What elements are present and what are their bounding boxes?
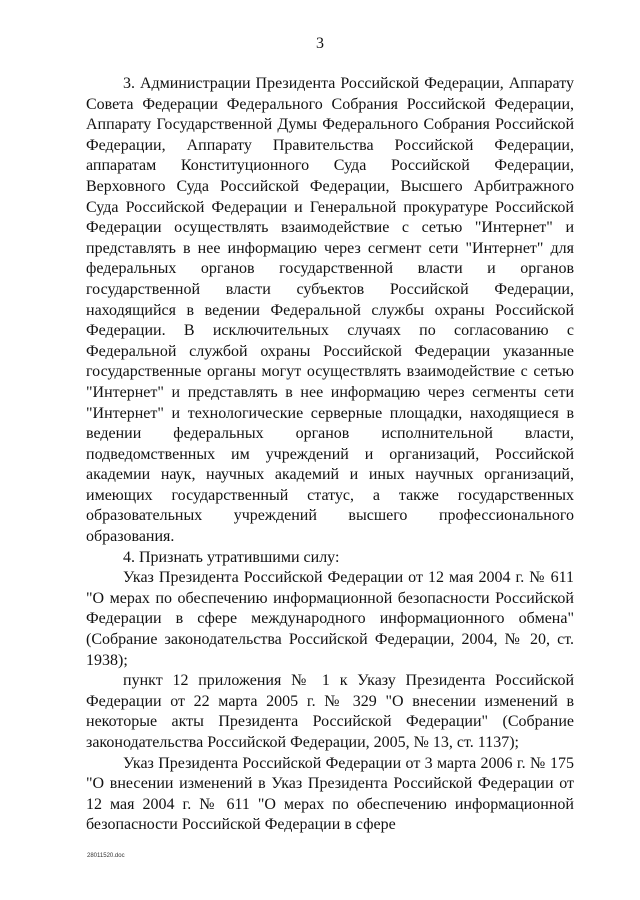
- paragraph-item-4: 4. Признать утратившими силу:: [123, 548, 340, 566]
- paragraph-decree-2006: Указ Президента Российской Федерации от 3 марта 2006 г. № 175 "О внесении изменений в Указ Президента Российской Федерации от 12 мая 2004 г. № 611 "О мерах по обеспечению информационной безопасности Российской Федерации в сфере: [86, 754, 574, 834]
- file-code-footer: 28011520.doc: [87, 853, 125, 859]
- paragraph-clause-12: пункт 12 приложения № 1 к Указу Президента Российской Федерации от 22 марта 2005 г. № 329 "О внесении изменений в некоторые акты Президента Российской Федерации" (Собрание законодательства Российской Федерации, 2005, № 13, ст. 1137);: [86, 672, 574, 751]
- paragraph-decree-2004: Указ Президента Российской Федерации от 12 мая 2004 г. № 611 "О мерах по обеспечению информационной безопасности Российской Федерации в сфере международного информационного обмена" (Собрание законодательства Российской Федерации, 2004, № 20, ст. 1938);: [86, 569, 574, 669]
- document-body: [86, 74, 574, 836]
- paragraph-item-3: 3. Администрации Президента Российской Федерации, Аппарату Совета Федерации Федерального Собрания Российской Федерации, Аппарату Государственной Думы Федерального Собрания Российской Федерации, Аппарату Правительства Российской Федерации, аппаратам Конституционного Суда Российской Федерации, Верховного Суда Российской Федерации, Высшего Арбитражного Суда Российской Федерации и Генеральной прокуратуре Российской Федерации осуществлять взаимодействие с сетью "Интернет" и представлять в нее информацию через сегмент сети "Интернет" для федеральных органов государственной власти и органов государственной власти субъектов Российской Федерации, находящийся в ведении Федеральной службы охраны Российской Федерации. В исключительных случаях по согласованию с Федеральной службой охраны Российской Федерации указанные государственные органы могут осуществлять взаимодействие с сетью "Интернет" и представлять в нее информацию через сегменты сети "Интернет" и технологические серверные площадки, находящиеся в ведении федеральных органов исполнительной власти, подведомственных им учреждений и организаций, Российской академии наук, научных академий и иных научных организаций, имеющих государственный статус, а также государственных образовательных учреждений высшего профессионального образования.: [86, 75, 574, 546]
- page-number: 3: [316, 35, 324, 52]
